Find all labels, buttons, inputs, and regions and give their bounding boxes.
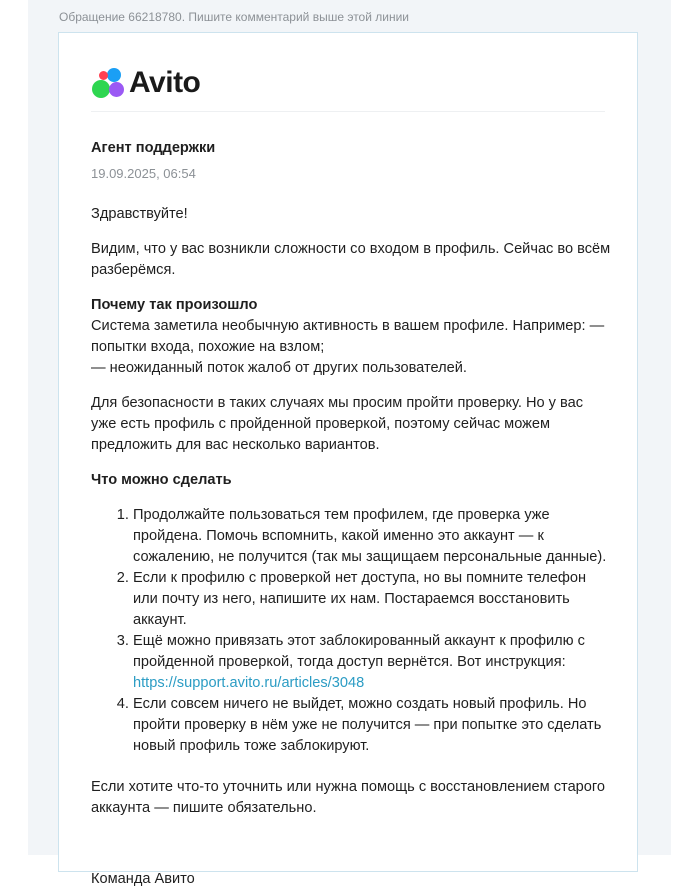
list-item bbox=[133, 694, 611, 757]
avito-logo bbox=[91, 63, 200, 103]
signature: Команда Авито bbox=[91, 871, 195, 887]
logo-dot-blue bbox=[107, 68, 121, 82]
ticket-reply-note: Обращение 66218780. Пишите комментарий выше этой линии bbox=[59, 10, 410, 24]
why-line: Система заметила необычную активность в вашем профиле. Например: — попытки входа, похожие на взлом; bbox=[91, 318, 605, 355]
security-paragraph: Для безопасности в таких случаях мы просим пройти проверку. Но у вас уже есть профиль с пройденной проверкой, поэтому сейчас можем предложить для вас несколько вариантов. bbox=[91, 395, 584, 453]
greeting: Здравствуйте! bbox=[91, 206, 188, 222]
intro-paragraph: Видим, что у вас возникли сложности со входом в профиль. Сейчас во всём разберёмся. bbox=[91, 241, 611, 278]
list-item bbox=[133, 631, 611, 694]
avito-logo-icon bbox=[91, 65, 127, 101]
logo-dot-purple bbox=[109, 82, 124, 97]
logo-dot-red bbox=[99, 71, 108, 80]
logo-dot-green bbox=[92, 80, 110, 98]
option-text: Если совсем ничего не выйдет, можно создать новый профиль. Но пройти проверку в нём уже не получится — при попытке это сделать новый профиль тоже заблокируют. bbox=[133, 696, 602, 754]
message-body bbox=[91, 138, 611, 890]
options-list bbox=[91, 505, 611, 757]
options-heading: Что можно сделать bbox=[91, 472, 232, 488]
header-divider bbox=[91, 111, 605, 112]
option-text: Если к профилю с проверкой нет доступа, но вы помните телефон или почту из него, напишите их нам. Постараемся восстановить аккаунт. bbox=[133, 570, 587, 628]
why-line: — неожиданный поток жалоб от других пользователей. bbox=[91, 360, 467, 376]
option-text: Ещё можно привязать этот заблокированный аккаунт к профилю с пройденной проверкой, тогда доступ вернётся. Вот инструкция: bbox=[133, 633, 585, 670]
list-item bbox=[133, 568, 611, 631]
why-paragraph bbox=[91, 316, 611, 379]
list-item bbox=[133, 505, 611, 568]
logo-wordmark: Avito bbox=[129, 66, 201, 99]
message-card bbox=[58, 32, 638, 887]
why-heading: Почему так произошло bbox=[91, 297, 258, 313]
closing-paragraph: Если хотите что-то уточнить или нужна помощь с восстановлением старого аккаунта — пишите обязательно. bbox=[91, 779, 606, 816]
instruction-link[interactable]: https://support.avito.ru/articles/3048 bbox=[133, 675, 365, 691]
author-name: Агент поддержки bbox=[91, 140, 216, 156]
message-date: 19.09.2025, 06:54 bbox=[91, 166, 196, 181]
option-text: Продолжайте пользоваться тем профилем, где проверка уже пройдена. Помочь вспомнить, какой именно это аккаунт — к сожалению, не получится (так мы защищаем персональные данные). bbox=[133, 507, 607, 565]
